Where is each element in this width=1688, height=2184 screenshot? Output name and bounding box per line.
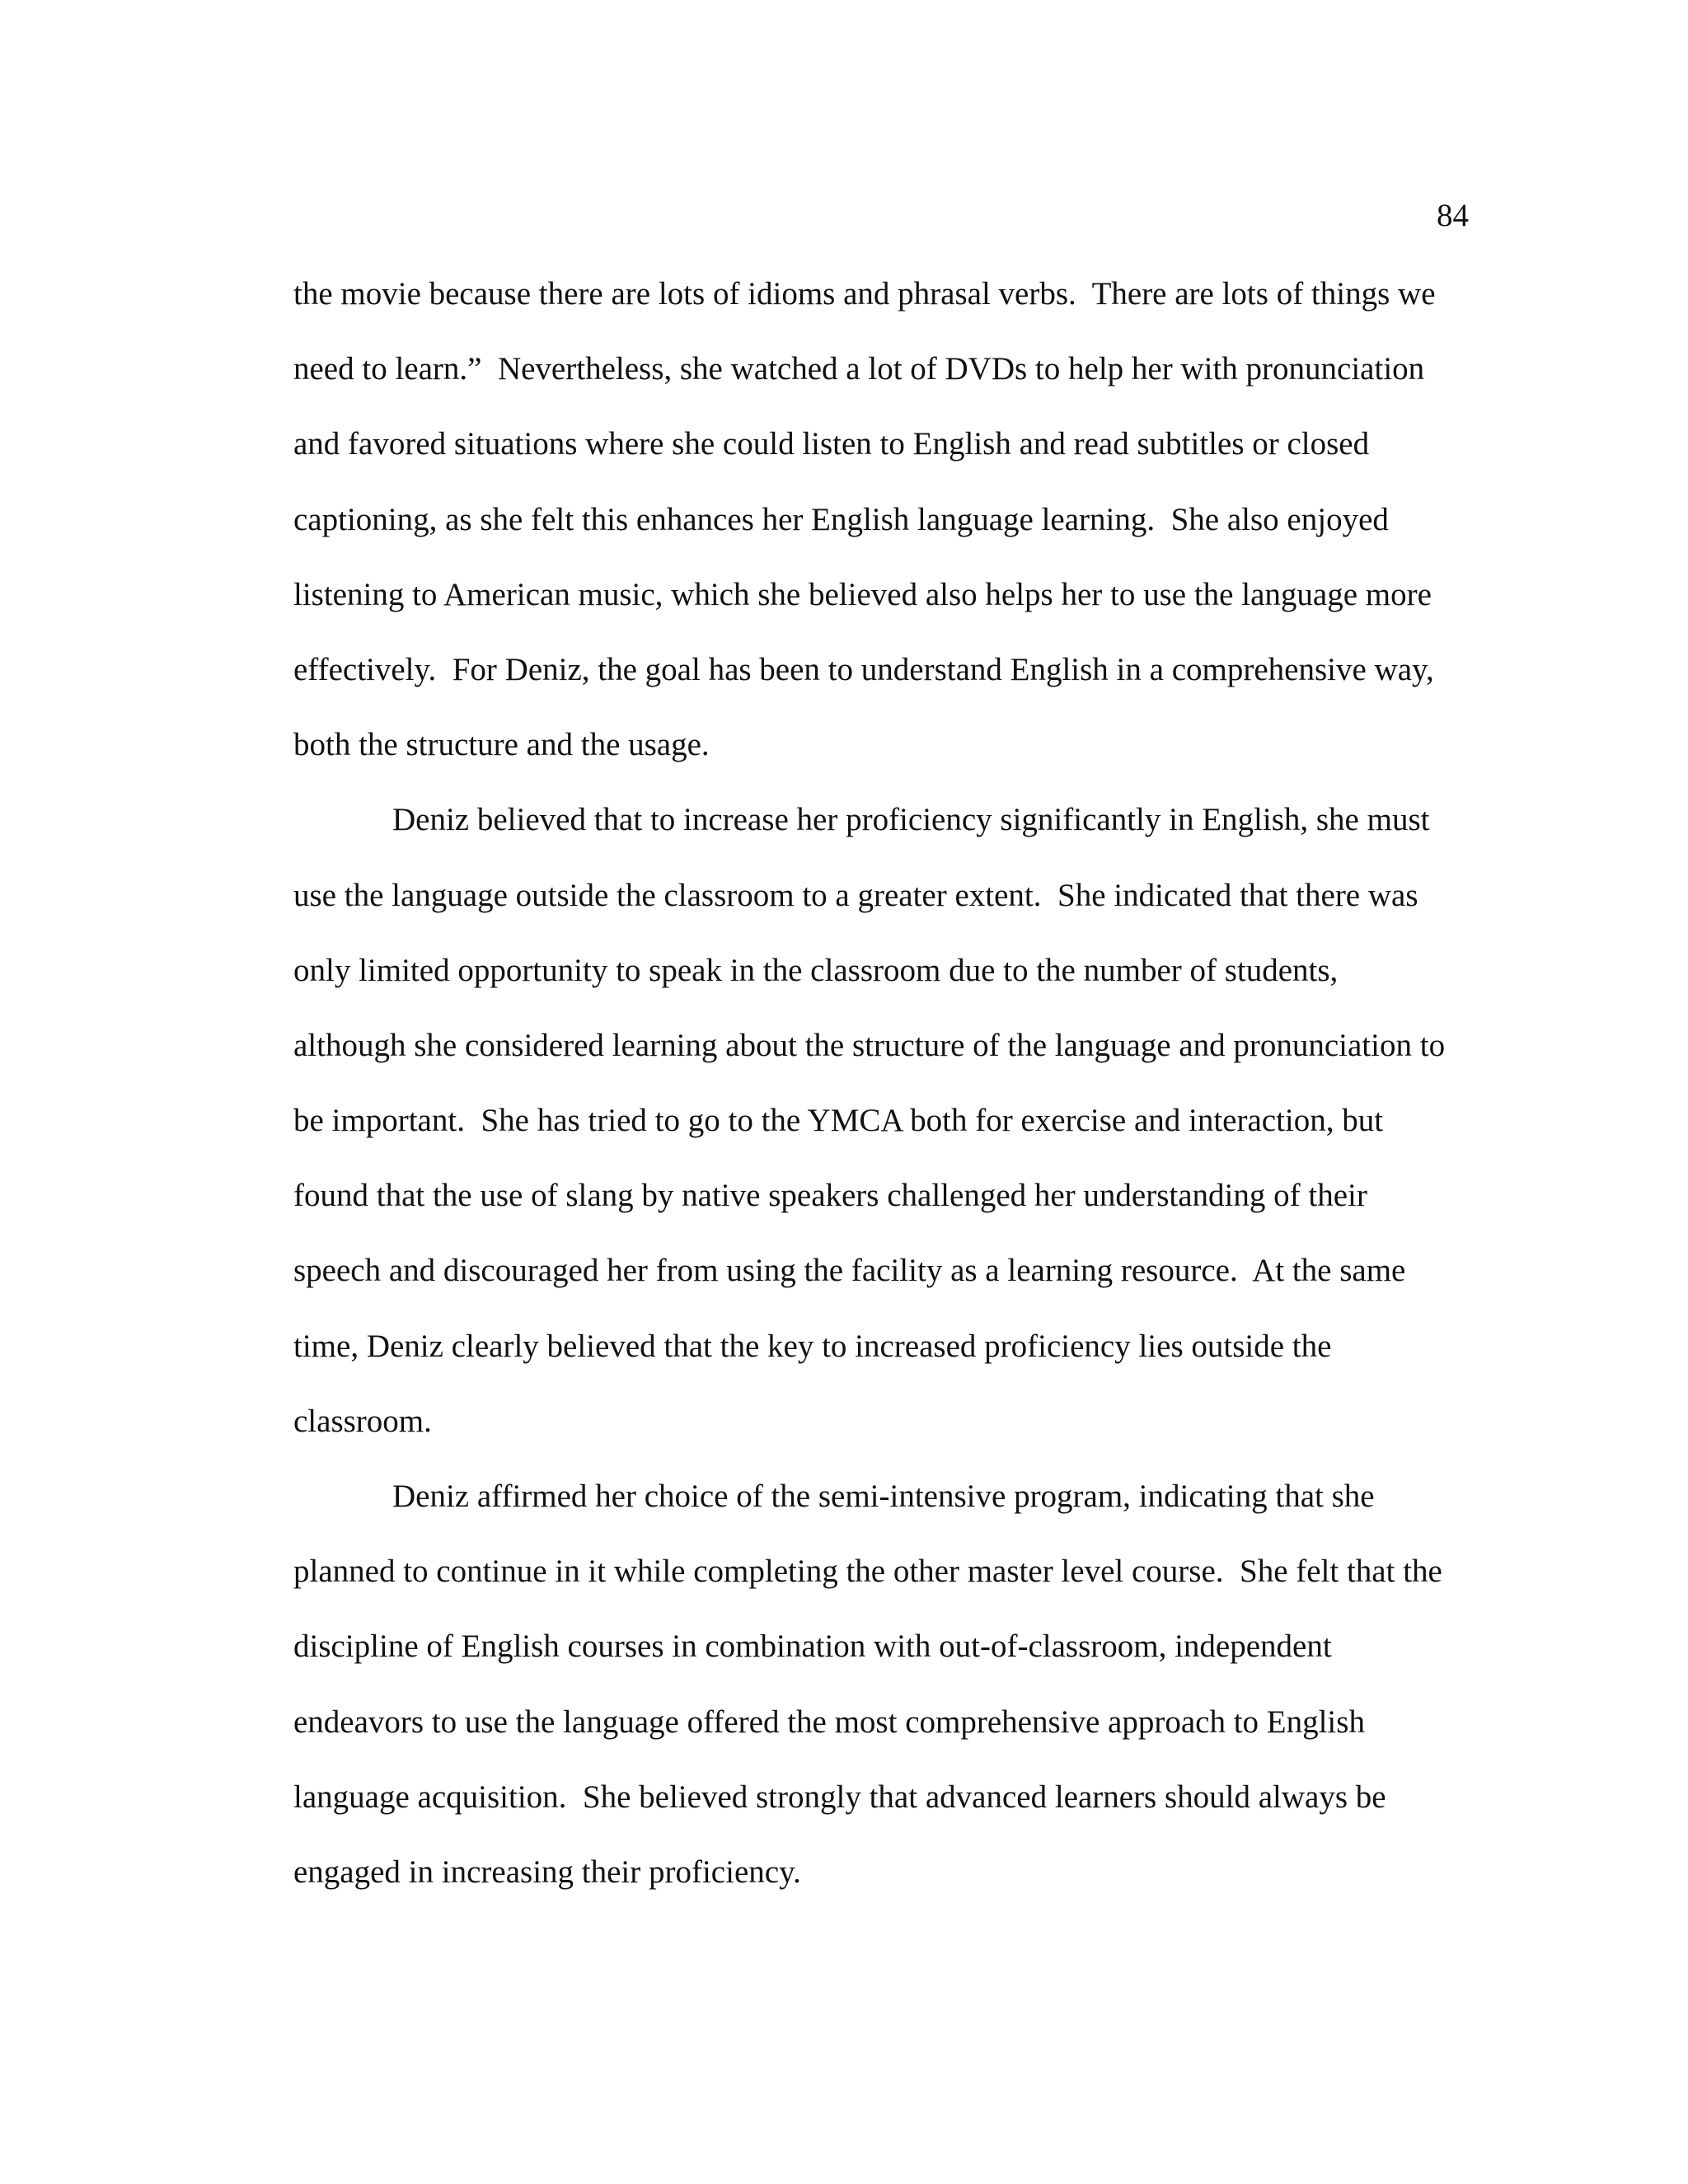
text-line: engaged in increasing their proficiency. [293, 1854, 801, 1890]
text-line: although she considered learning about the structure of the language and pronunciation to [293, 1027, 1446, 1063]
text-line: need to learn.” Nevertheless, she watched a lot of DVDs to help her with pronunciation [293, 351, 1425, 387]
text-line: listening to American music, which she believed also helps her to use the language more [293, 576, 1432, 612]
text-line: use the language outside the classroom to a greater extent. She indicated that there was [293, 877, 1418, 913]
page-number: 84 [1437, 198, 1469, 233]
text-line: language acquisition. She believed strongly that advanced learners should always be [293, 1779, 1386, 1815]
text-line: endeavors to use the language offered the most comprehensive approach to English [293, 1704, 1365, 1740]
text-line: discipline of English courses in combination with out-of-classroom, independent [293, 1629, 1332, 1665]
text-line: found that the use of slang by native speakers challenged her understanding of their [293, 1178, 1367, 1214]
text-line: effectively. For Deniz, the goal has been to understand English in a comprehensive way, [293, 651, 1434, 687]
paragraph-first-line: Deniz affirmed her choice of the semi-intensive program, indicating that she [392, 1479, 1375, 1514]
text-line: both the structure and the usage. [293, 727, 710, 763]
body-text [293, 256, 1480, 1910]
text-line: planned to continue in it while completing the other master level course. She felt that the [293, 1554, 1442, 1590]
text-line: the movie because there are lots of idioms and phrasal verbs. There are lots of things we [293, 276, 1436, 312]
text-line: speech and discouraged her from using the facility as a learning resource. At the same [293, 1253, 1406, 1289]
text-line: classroom. [293, 1403, 432, 1439]
text-line: only limited opportunity to speak in the classroom due to the number of students, [293, 952, 1339, 988]
paragraph-first-line: Deniz believed that to increase her proficiency significantly in English, she must [392, 802, 1430, 838]
text-line: time, Deniz clearly believed that the key to increased proficiency lies outside the [293, 1328, 1332, 1364]
text-line: captioning, as she felt this enhances her English language learning. She also enjoyed [293, 501, 1389, 537]
text-line: and favored situations where she could listen to English and read subtitles or closed [293, 426, 1370, 462]
text-line: be important. She has tried to go to the YMCA both for exercise and interaction, but [293, 1103, 1384, 1139]
